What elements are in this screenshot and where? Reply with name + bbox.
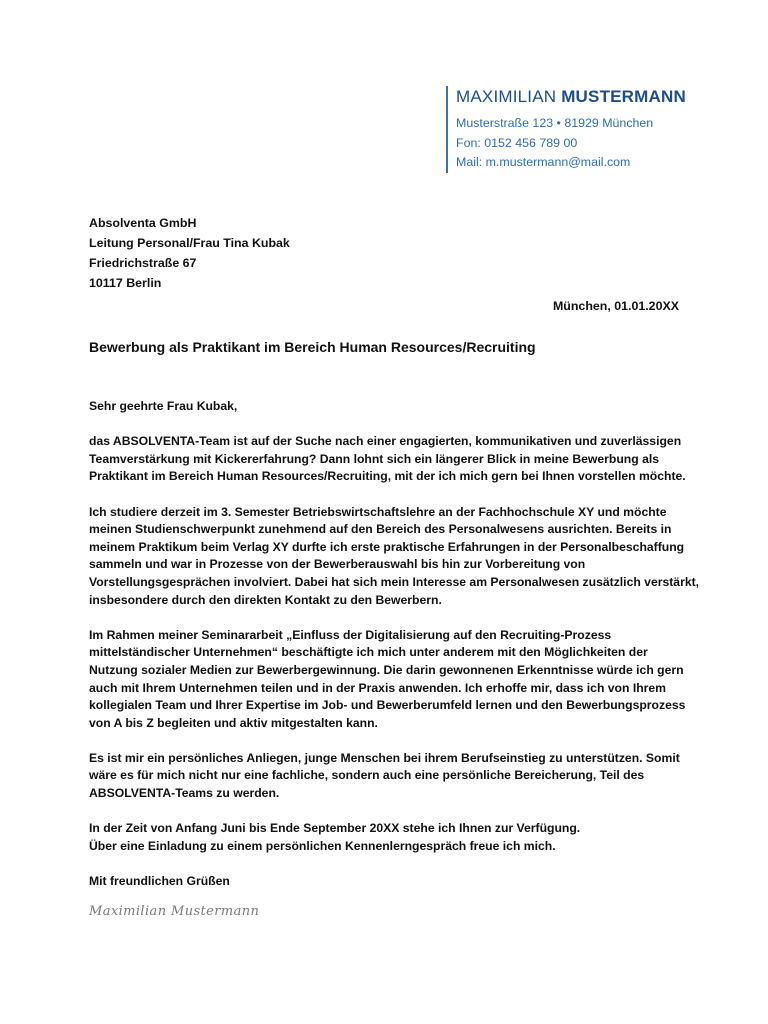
text-line: Über eine Einladung zu einem persönlichen Kennenlerngespräch freue ich mich.: [89, 838, 556, 853]
sender-first-name: MAXIMILIAN: [456, 87, 557, 106]
text-line: auch mit Ihrem Unternehmen teilen und in der Praxis anwenden. Ich erhoffe mir, dass ich von Ihrem: [89, 680, 667, 695]
sender-email: Mail: m.mustermann@mail.com: [456, 155, 631, 169]
letter-subject: Bewerbung als Praktikant im Bereich Human Resources/Recruiting: [89, 339, 536, 355]
letter-date: München, 01.01.20XX: [552, 299, 679, 313]
signature: Maximilian Mustermann: [89, 903, 260, 919]
recipient-street: Friedrichstraße 67: [89, 256, 197, 270]
sender-name: [456, 86, 756, 108]
text-line: Ich studiere derzeit im 3. Semester Betriebswirtschaftslehre an der Fachhochschule XY und möchte: [89, 504, 667, 519]
text-line: Nutzung sozialer Medien zur Bewerbergewinnung. Die darin gewonnenen Erkenntnisse würde ich gern: [89, 662, 684, 677]
text-line: von A bis Z begleiten und aktiv mitgestalten kann.: [89, 715, 378, 730]
sender-phone: Fon: 0152 456 789 00: [456, 135, 578, 150]
text-line: Im Rahmen meiner Seminararbeit „Einfluss der Digitalisierung auf den Recruiting-Prozess: [89, 627, 612, 642]
letterhead: [446, 86, 756, 173]
text-line: das ABSOLVENTA-Team ist auf der Suche nach einer engagierten, kommunikativen und zuverlässigen: [89, 434, 682, 449]
text-line: sammeln und war in Prozesse von der Bewerberauswahl bis hin zur Vorbereitung von: [89, 557, 586, 572]
recipient-contact: Leitung Personal/Frau Tina Kubak: [89, 236, 290, 250]
paragraph-availability: [89, 820, 683, 855]
text-line: meinen Studienschwerpunkt zunehmend auf den Bereich des Personalwesens ausrichten. Bereits in: [89, 522, 672, 537]
paragraph-studies: [89, 504, 700, 610]
sender-address: Musterstraße 123 • 81929 München: [456, 116, 654, 130]
paragraph-intro: [89, 433, 686, 486]
text-line: insbesondere durch den direkten Kontakt zu den Bewerbern.: [89, 592, 442, 607]
text-line: mittelständischer Unternehmen“ beschäftigte ich mich unter anderem mit den Möglichkeiten der: [89, 645, 648, 660]
text-line: meinem Praktikum beim Verlag XY durfte ich erste praktische Erfahrungen in der Personalbeschaffung: [89, 539, 685, 554]
text-line: Vorstellungsgesprächen involviert. Dabei hat sich mein Interesse am Personalwesen zusätzlich verstärkt,: [89, 574, 700, 589]
letter-body: [89, 398, 700, 920]
recipient-address: [89, 213, 290, 293]
recipient-city: 10117 Berlin: [89, 276, 162, 290]
text-line: In der Zeit von Anfang Juni bis Ende September 20XX stehe ich Ihnen zur Verfügung.: [89, 821, 581, 836]
text-line: ABSOLVENTA-Teams zu werden.: [89, 786, 280, 801]
salutation: Sehr geehrte Frau Kubak,: [89, 399, 238, 413]
text-line: Teamverstärkung mit Kickererfahrung? Dann lohnt sich ein längerer Blick in meine Bewerbung als: [89, 451, 660, 466]
paragraph-motivation: [89, 750, 683, 803]
recipient-company: Absolventa GmbH: [89, 216, 197, 230]
paragraph-seminar: [89, 627, 686, 733]
closing: Mit freundlichen Grüßen: [89, 874, 230, 889]
sender-last-name: MUSTERMANN: [561, 87, 686, 106]
text-line: wäre es für mich nicht nur eine fachliche, sondern auch eine persönliche Bereicherung, Teil des: [89, 768, 645, 783]
text-line: kollegialen Team und Ihrer Expertise im Job- und Bewerberumfeld lernen und den Bewerbungsprozess: [89, 698, 686, 713]
text-line: Praktikant im Bereich Human Resources/Recruiting, mit der ich mich gern bei Ihnen vorstellen möchte.: [89, 469, 686, 484]
text-line: Es ist mir ein persönliches Anliegen, junge Menschen bei ihrem Berufseinstieg zu unterstützen. Somit: [89, 750, 680, 765]
